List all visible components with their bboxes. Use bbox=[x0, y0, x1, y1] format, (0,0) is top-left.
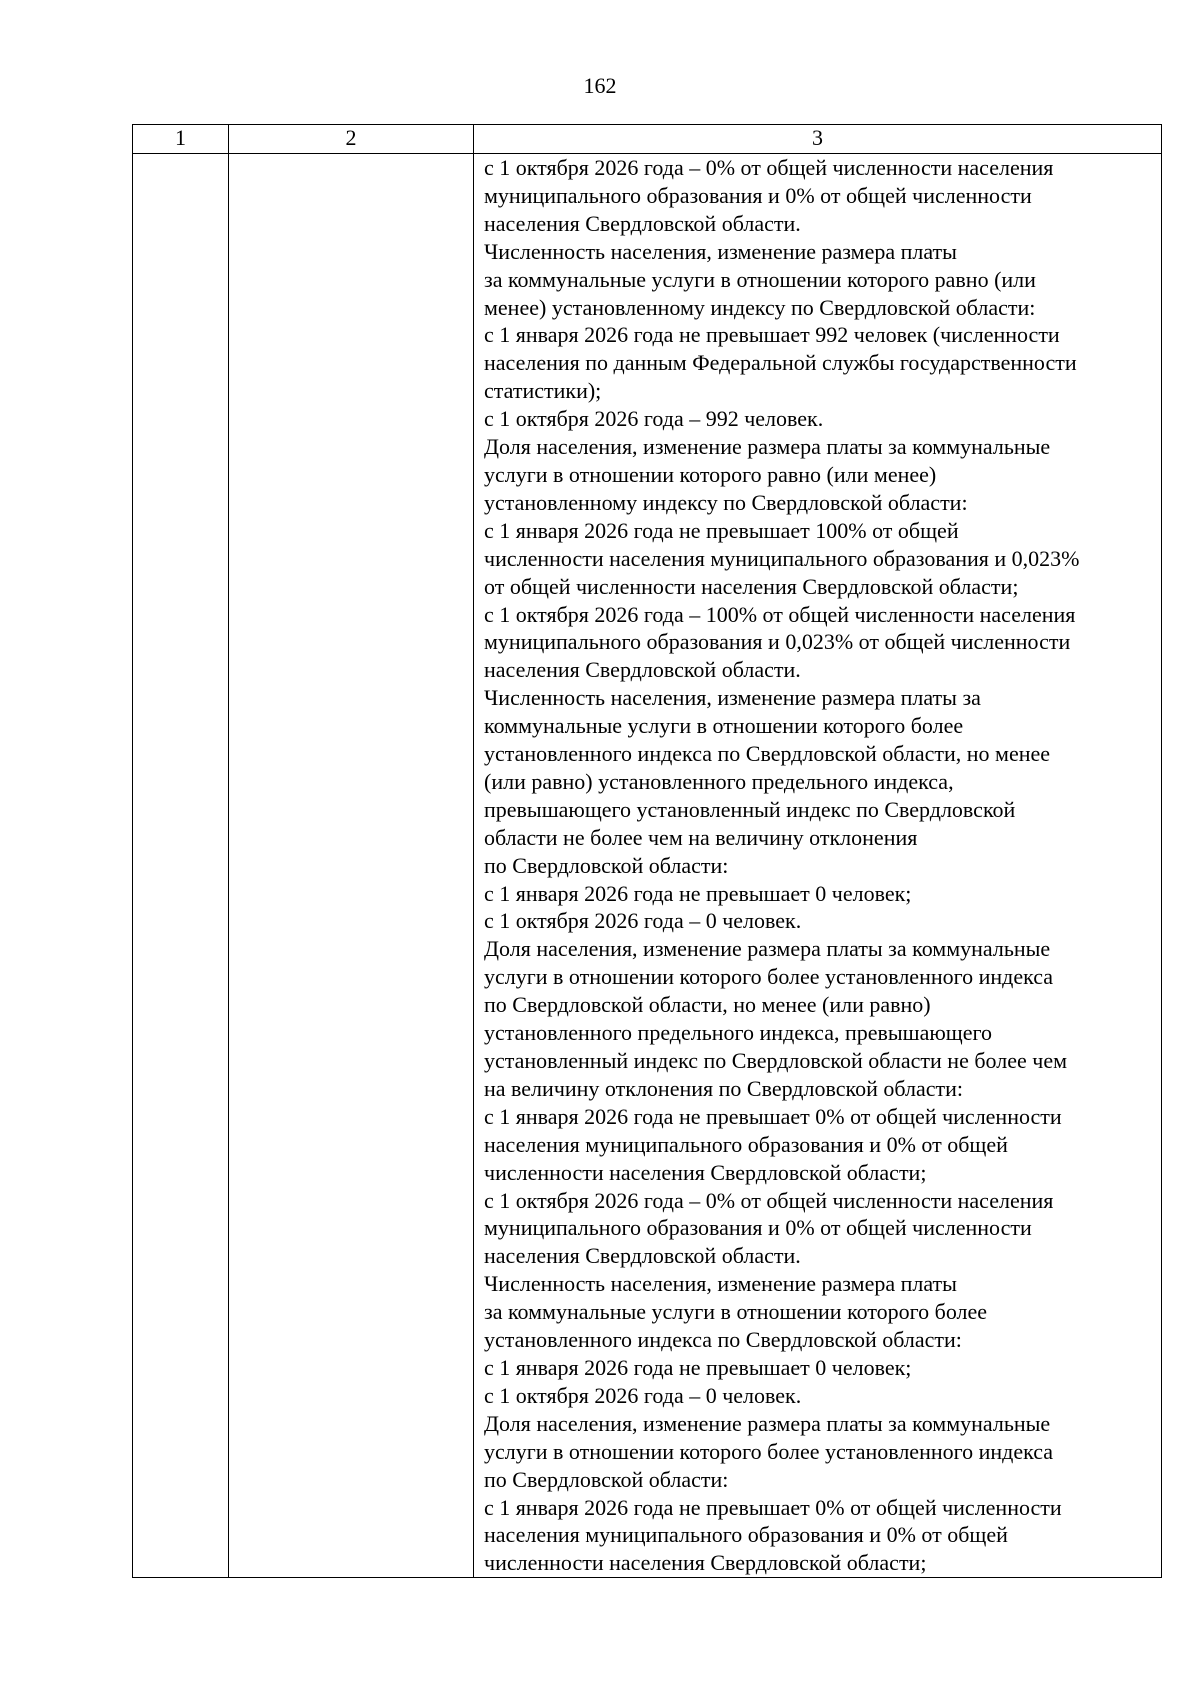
text-line: населения по данным Федеральной службы государственности bbox=[484, 350, 1077, 376]
text-line: коммунальные услуги в отношении которого более bbox=[484, 713, 964, 739]
text-line: муниципального образования и 0% от общей численности bbox=[484, 1215, 1032, 1241]
text-line: Численность населения, изменение размера платы за bbox=[484, 685, 981, 711]
cell-col-1 bbox=[133, 154, 229, 1578]
text-line: статистики); bbox=[484, 378, 602, 404]
text-line: превышающего установленный индекс по Свердловской bbox=[484, 796, 1016, 822]
text-line: с 1 октября 2026 года – 992 человек. bbox=[484, 406, 824, 432]
text-line: Доля населения, изменение размера платы за коммунальные bbox=[484, 936, 1051, 962]
text-line: по Свердловской области: bbox=[484, 852, 729, 878]
column-header-1: 1 bbox=[133, 125, 229, 154]
text-line: с 1 января 2026 года не превышает 0 человек; bbox=[484, 1354, 912, 1380]
text-line: Доля населения, изменение размера платы за коммунальные bbox=[484, 434, 1051, 460]
text-line: услуги в отношении которого более установленного индекса bbox=[484, 964, 1054, 990]
text-line: с 1 октября 2026 года – 0 человек. bbox=[484, 1382, 802, 1408]
text-line: с 1 октября 2026 года – 100% от общей численности населения bbox=[484, 601, 1076, 627]
text-line: области не более чем на величину отклонения bbox=[484, 824, 918, 850]
text-line: установленного предельного индекса, превышающего bbox=[484, 1020, 992, 1046]
text-line: услуги в отношении которого более установленного индекса bbox=[484, 1438, 1054, 1464]
text-line: с 1 января 2026 года не превышает 0 человек; bbox=[484, 880, 912, 906]
text-line: Доля населения, изменение размера платы за коммунальные bbox=[484, 1410, 1051, 1436]
text-line: муниципального образования и 0,023% от общей численности bbox=[484, 629, 1071, 655]
text-line: Численность населения, изменение размера платы bbox=[484, 1271, 957, 1297]
text-line: установленный индекс по Свердловской области не более чем bbox=[484, 1048, 1067, 1073]
text-line: населения Свердловской области. bbox=[484, 657, 801, 683]
text-line: установленного индекса по Свердловской области, но менее bbox=[484, 741, 1051, 767]
text-line: населения Свердловской области. bbox=[484, 210, 801, 236]
text-line: с 1 октября 2026 года – 0 человек. bbox=[484, 908, 802, 934]
text-line: численности населения Свердловской области; bbox=[484, 1550, 927, 1576]
text-line: населения муниципального образования и 0% от общей bbox=[484, 1131, 1008, 1157]
text-line: по Свердловской области: bbox=[484, 1466, 729, 1492]
column-header-2: 2 bbox=[229, 125, 474, 154]
content-table bbox=[132, 124, 1162, 1578]
text-line: установленного индекса по Свердловской области: bbox=[484, 1327, 962, 1353]
table-header bbox=[133, 125, 1162, 154]
text-line: с 1 января 2026 года не превышает 0% от общей численности bbox=[484, 1103, 1062, 1129]
text-line: с 1 января 2026 года не превышает 992 человек (численности bbox=[484, 322, 1060, 348]
text-line: на величину отклонения по Свердловской области: bbox=[484, 1075, 963, 1101]
cell-col-2 bbox=[229, 154, 474, 1578]
cell-col-3 bbox=[474, 154, 1162, 1578]
text-line: за коммунальные услуги в отношении которого более bbox=[484, 1299, 988, 1325]
text-line: с 1 октября 2026 года – 0% от общей численности населения bbox=[484, 155, 1054, 180]
text-line: Численность населения, изменение размера платы bbox=[484, 238, 957, 264]
text-line: с 1 января 2026 года не превышает 100% от общей bbox=[484, 517, 959, 543]
text-line: за коммунальные услуги в отношении которого равно (или bbox=[484, 266, 1036, 292]
column-header-3: 3 bbox=[474, 125, 1162, 154]
text-line: от общей численности населения Свердловской области; bbox=[484, 573, 1019, 599]
text-line: услуги в отношении которого равно (или менее) bbox=[484, 461, 937, 487]
header-row bbox=[133, 125, 1162, 154]
table-row bbox=[133, 154, 1162, 1578]
text-line: населения Свердловской области. bbox=[484, 1243, 801, 1269]
text-line: с 1 января 2026 года не превышает 0% от общей численности bbox=[484, 1494, 1062, 1520]
text-line: (или равно) установленного предельного индекса, bbox=[484, 768, 954, 794]
text-line: численности населения муниципального образования и 0,023% bbox=[484, 545, 1080, 571]
text-line: населения муниципального образования и 0% от общей bbox=[484, 1522, 1008, 1548]
text-line: численности населения Свердловской области; bbox=[484, 1159, 927, 1185]
text-line: по Свердловской области, но менее (или равно) bbox=[484, 992, 931, 1018]
text-line: муниципального образования и 0% от общей численности bbox=[484, 182, 1032, 208]
page-number: 162 bbox=[583, 73, 617, 98]
text-line: с 1 октября 2026 года – 0% от общей численности населения bbox=[484, 1187, 1054, 1213]
text-line: менее) установленному индексу по Свердловской области: bbox=[484, 294, 1036, 320]
text-line: установленному индексу по Свердловской области: bbox=[484, 489, 968, 515]
